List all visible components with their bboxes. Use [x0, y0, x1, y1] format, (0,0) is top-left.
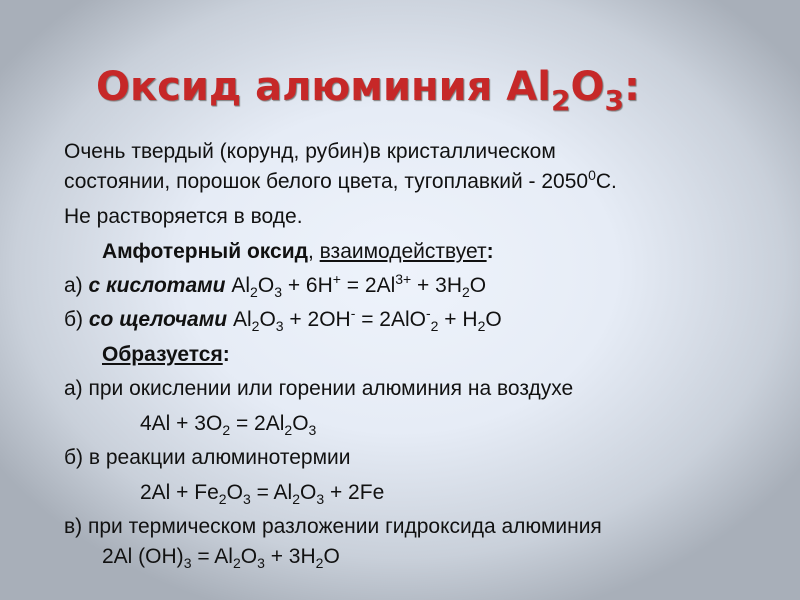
formation-heading: Образуется: [102, 343, 230, 366]
formation-aluminothermy: б) в реакции алюминотермии [64, 446, 351, 469]
description-line-1: Очень твердый (корунд, рубин)в кристаллическом [64, 140, 556, 163]
formation-oxidation: а) при окислении или горении алюминия на воздухе [64, 377, 574, 400]
equation-aluminothermy: $2Al + Fe_2O_3 = Al_2O_3 + 2Fe$ [140, 481, 385, 507]
equation-oxidation: $4Al + 3O_2 = 2Al_2O_3$ [140, 412, 317, 438]
slide-title: Оксид алюминия $Al_2O_3$: [96, 64, 640, 117]
reaction-alkalis: б) со щелочами $Al_2O_3 + 2OH^- = 2AlO^-_2 + H_2O$ [64, 305, 502, 334]
equation-decomposition: 2Al $(OH)_3 = Al_2O_3 + 3H_2O$ [102, 545, 340, 571]
formation-decomposition: в) при термическом разложении гидроксида алюминия [64, 515, 602, 538]
description-line-2: состоянии, порошок белого цвета, тугоплавкий - 2050$^0$С. [64, 167, 617, 193]
reaction-acids: а) с кислотами $Al_2O_3 + 6H^+ = 2Al^{3+} + 3H_2O$ [64, 271, 487, 300]
solubility-line: Не растворяется в воде. [64, 205, 303, 228]
amphoteric-heading: Амфотерный оксид, взаимодействует: [102, 240, 494, 263]
